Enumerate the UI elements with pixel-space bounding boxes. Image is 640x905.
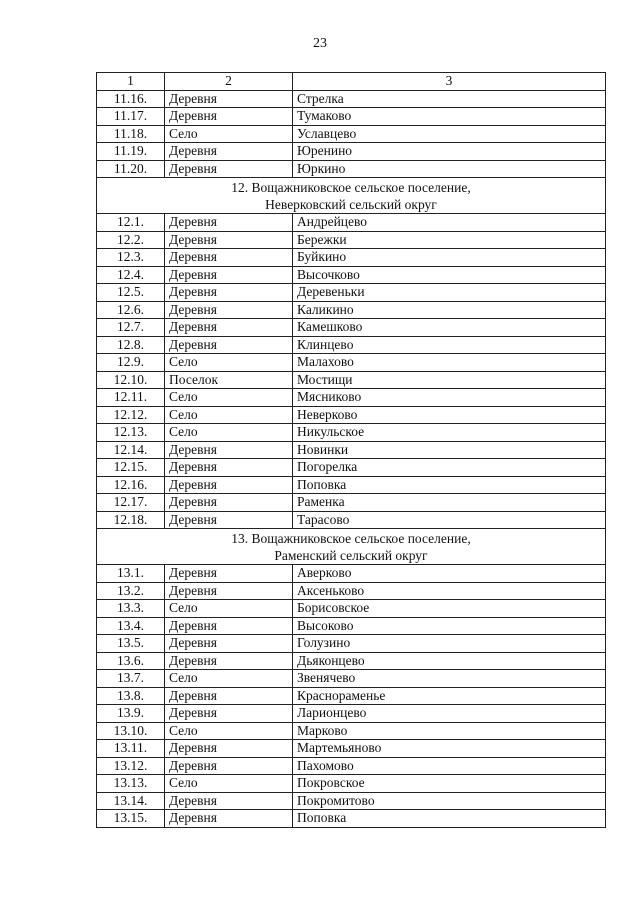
settlement-name: Новинки <box>293 441 606 459</box>
settlement-name: Андрейцево <box>293 214 606 232</box>
settlement-type: Село <box>165 775 293 793</box>
table-row <box>97 284 606 302</box>
row-number: 12.7. <box>97 319 165 337</box>
settlement-type: Деревня <box>165 336 293 354</box>
settlement-type: Село <box>165 424 293 442</box>
row-number: 12.8. <box>97 336 165 354</box>
table-row <box>97 722 606 740</box>
settlement-type: Деревня <box>165 160 293 178</box>
settlement-name: Клинцево <box>293 336 606 354</box>
settlement-name: Покровское <box>293 775 606 793</box>
row-number: 12.5. <box>97 284 165 302</box>
row-number: 13.4. <box>97 617 165 635</box>
settlement-name: Каликино <box>293 301 606 319</box>
table-row <box>97 266 606 284</box>
table-row <box>97 125 606 143</box>
settlement-name: Марково <box>293 722 606 740</box>
settlement-type: Деревня <box>165 231 293 249</box>
table-header-row <box>97 73 606 91</box>
table-row <box>97 214 606 232</box>
settlement-type: Село <box>165 125 293 143</box>
settlement-name: Юренино <box>293 143 606 161</box>
settlement-name: Мартемьяново <box>293 740 606 758</box>
table-row <box>97 810 606 828</box>
settlement-type: Деревня <box>165 652 293 670</box>
settlement-type: Деревня <box>165 511 293 529</box>
row-number: 11.20. <box>97 160 165 178</box>
table-row <box>97 90 606 108</box>
section-header-row <box>97 178 606 214</box>
table-row <box>97 476 606 494</box>
table-row <box>97 301 606 319</box>
settlement-name: Уславцево <box>293 125 606 143</box>
settlement-type: Деревня <box>165 143 293 161</box>
settlement-name: Пахомово <box>293 757 606 775</box>
row-number: 13.12. <box>97 757 165 775</box>
settlement-name: Деревеньки <box>293 284 606 302</box>
table-row <box>97 424 606 442</box>
settlement-name: Аверково <box>293 565 606 583</box>
section-title <box>97 529 606 565</box>
settlement-name: Буйкино <box>293 249 606 267</box>
table-row <box>97 354 606 372</box>
row-number: 11.16. <box>97 90 165 108</box>
table-row <box>97 792 606 810</box>
row-number: 12.17. <box>97 494 165 512</box>
table-row <box>97 406 606 424</box>
row-number: 12.1. <box>97 214 165 232</box>
row-number: 12.10. <box>97 371 165 389</box>
table-row <box>97 336 606 354</box>
section-header-row <box>97 529 606 565</box>
settlement-name: Мостищи <box>293 371 606 389</box>
settlement-type: Село <box>165 389 293 407</box>
settlement-name: Высоково <box>293 617 606 635</box>
table-row <box>97 494 606 512</box>
settlement-name: Неверково <box>293 406 606 424</box>
table-row <box>97 757 606 775</box>
row-number: 13.6. <box>97 652 165 670</box>
settlement-type: Деревня <box>165 635 293 653</box>
settlement-type: Деревня <box>165 792 293 810</box>
settlement-name: Юркино <box>293 160 606 178</box>
row-number: 12.16. <box>97 476 165 494</box>
settlement-type: Деревня <box>165 214 293 232</box>
settlement-type: Деревня <box>165 617 293 635</box>
row-number: 12.15. <box>97 459 165 477</box>
settlement-name: Стрелка <box>293 90 606 108</box>
table-row <box>97 582 606 600</box>
table-row <box>97 705 606 723</box>
row-number: 11.18. <box>97 125 165 143</box>
settlement-name: Раменка <box>293 494 606 512</box>
row-number: 12.14. <box>97 441 165 459</box>
settlement-name: Тумаково <box>293 108 606 126</box>
settlement-name: Ларионцево <box>293 705 606 723</box>
table-row <box>97 617 606 635</box>
row-number: 13.9. <box>97 705 165 723</box>
settlement-name: Аксеньково <box>293 582 606 600</box>
settlement-type: Деревня <box>165 266 293 284</box>
header-cell-name: 3 <box>293 73 606 91</box>
table-row <box>97 143 606 161</box>
settlement-type: Деревня <box>165 565 293 583</box>
settlement-type: Деревня <box>165 249 293 267</box>
row-number: 12.13. <box>97 424 165 442</box>
settlement-name: Высочково <box>293 266 606 284</box>
table-row <box>97 441 606 459</box>
row-number: 12.11. <box>97 389 165 407</box>
settlement-type: Деревня <box>165 441 293 459</box>
settlement-type: Деревня <box>165 705 293 723</box>
row-number: 13.14. <box>97 792 165 810</box>
row-number: 11.17. <box>97 108 165 126</box>
section-title-line-2: Раменский сельский округ <box>274 547 428 563</box>
settlement-type: Деревня <box>165 284 293 302</box>
settlement-type: Деревня <box>165 90 293 108</box>
settlement-name: Никульское <box>293 424 606 442</box>
settlement-type: Село <box>165 670 293 688</box>
table-row <box>97 108 606 126</box>
settlement-type: Деревня <box>165 810 293 828</box>
settlement-type: Село <box>165 722 293 740</box>
settlement-name: Покромитово <box>293 792 606 810</box>
row-number: 12.18. <box>97 511 165 529</box>
section-title-line-2: Неверковский сельский округ <box>265 196 437 212</box>
table-row <box>97 231 606 249</box>
section-title-line-1: 13. Вощажниковское сельское поселение, <box>231 530 471 546</box>
settlements-table <box>96 72 606 828</box>
row-number: 13.10. <box>97 722 165 740</box>
settlement-type: Деревня <box>165 494 293 512</box>
table-row <box>97 775 606 793</box>
section-title <box>97 178 606 214</box>
settlement-type: Деревня <box>165 301 293 319</box>
table-row <box>97 319 606 337</box>
settlement-type: Деревня <box>165 476 293 494</box>
table-row <box>97 565 606 583</box>
row-number: 12.3. <box>97 249 165 267</box>
settlement-name: Дьяконцево <box>293 652 606 670</box>
settlement-type: Село <box>165 406 293 424</box>
settlement-name: Голузино <box>293 635 606 653</box>
table-row <box>97 740 606 758</box>
row-number: 13.8. <box>97 687 165 705</box>
settlement-name: Малахово <box>293 354 606 372</box>
settlement-name: Борисовское <box>293 600 606 618</box>
table-row <box>97 600 606 618</box>
table-row <box>97 511 606 529</box>
row-number: 13.5. <box>97 635 165 653</box>
settlement-name: Камешково <box>293 319 606 337</box>
settlement-name: Погорелка <box>293 459 606 477</box>
row-number: 13.11. <box>97 740 165 758</box>
row-number: 12.4. <box>97 266 165 284</box>
settlement-name: Поповка <box>293 810 606 828</box>
row-number: 13.1. <box>97 565 165 583</box>
header-cell-number: 1 <box>97 73 165 91</box>
table-row <box>97 160 606 178</box>
settlement-type: Деревня <box>165 459 293 477</box>
settlement-type: Поселок <box>165 371 293 389</box>
settlement-type: Деревня <box>165 757 293 775</box>
settlement-name: Краснораменье <box>293 687 606 705</box>
settlement-type: Деревня <box>165 687 293 705</box>
settlement-type: Деревня <box>165 740 293 758</box>
row-number: 12.6. <box>97 301 165 319</box>
section-title-line-1: 12. Вощажниковское сельское поселение, <box>231 179 471 195</box>
row-number: 13.13. <box>97 775 165 793</box>
row-number: 12.12. <box>97 406 165 424</box>
row-number: 13.2. <box>97 582 165 600</box>
row-number: 12.2. <box>97 231 165 249</box>
row-number: 13.3. <box>97 600 165 618</box>
row-number: 11.19. <box>97 143 165 161</box>
page-number: 23 <box>313 36 327 51</box>
settlement-type: Село <box>165 600 293 618</box>
table-row <box>97 249 606 267</box>
settlement-type: Деревня <box>165 108 293 126</box>
settlement-type: Село <box>165 354 293 372</box>
header-cell-type: 2 <box>165 73 293 91</box>
settlement-name: Звенячево <box>293 670 606 688</box>
table-row <box>97 371 606 389</box>
table-row <box>97 652 606 670</box>
settlement-name: Мясниково <box>293 389 606 407</box>
table-row <box>97 687 606 705</box>
table-row <box>97 459 606 477</box>
row-number: 12.9. <box>97 354 165 372</box>
settlement-name: Бережки <box>293 231 606 249</box>
row-number: 13.7. <box>97 670 165 688</box>
settlement-type: Деревня <box>165 319 293 337</box>
table-row <box>97 670 606 688</box>
table-row <box>97 389 606 407</box>
settlement-name: Поповка <box>293 476 606 494</box>
settlement-name: Тарасово <box>293 511 606 529</box>
table-row <box>97 635 606 653</box>
settlement-type: Деревня <box>165 582 293 600</box>
row-number: 13.15. <box>97 810 165 828</box>
